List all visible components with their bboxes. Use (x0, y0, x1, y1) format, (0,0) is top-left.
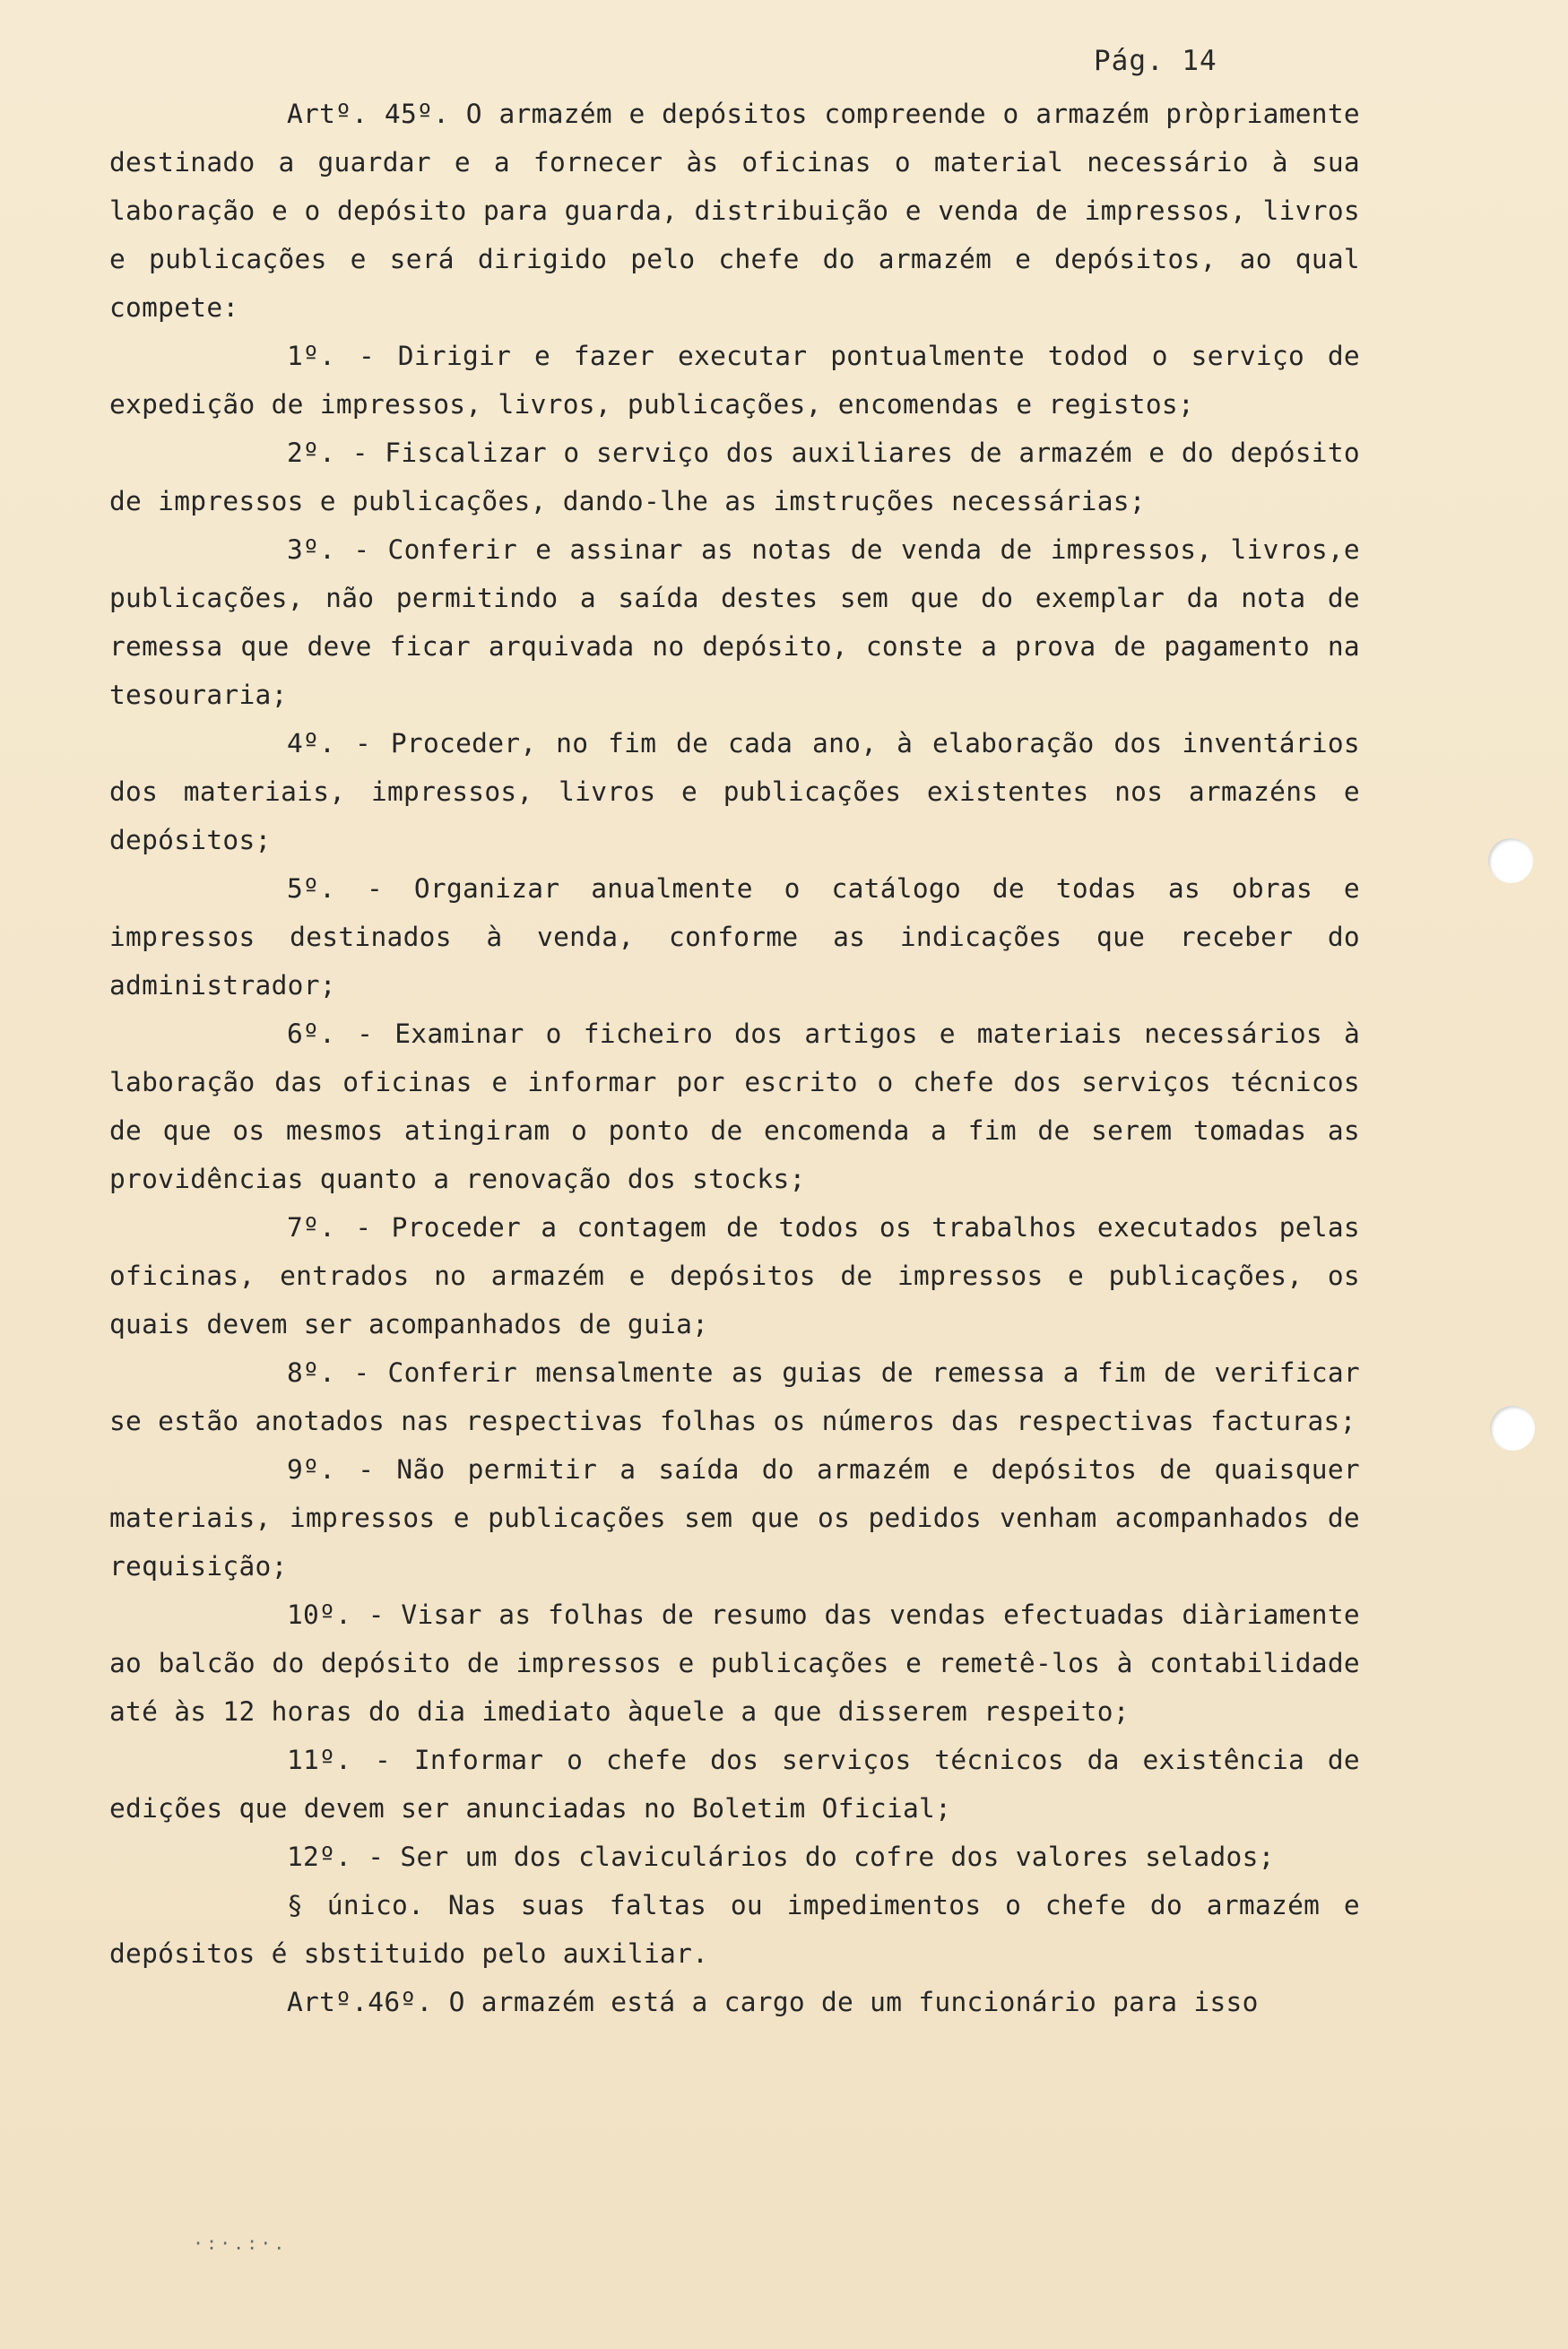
document-body (109, 90, 1360, 2026)
item-1-paragraph: 1º. - Dirigir e fazer executar pontualmente todod o serviço de expedição de impressos, livros, publicações, encomendas e registos; (109, 341, 1360, 420)
item-12-paragraph: 12º. - Ser um dos claviculários do cofre dos valores selados; (287, 1842, 1275, 1872)
item-11-paragraph: 11º. - Informar o chefe dos serviços técnicos da existência de edições que devem ser anunciadas no Boletim Oficial; (109, 1745, 1360, 1824)
item-7-paragraph: 7º. - Proceder a contagem de todos os trabalhos executados pelas oficinas, entrados no armazém e depósitos de impressos e publicações, os quais devem ser acompanhados de guia; (109, 1212, 1360, 1339)
item-10-paragraph: 10º. - Visar as folhas de resumo das vendas efectuadas diàriamente ao balcão do depósito de impressos e publicações e remetê-los à contabilidade até às 12 horas do dia imediato àquele a que disserem respeito; (109, 1599, 1360, 1727)
item-9-paragraph: 9º. - Não permitir a saída do armazém e depósitos de quaisquer materiais, impressos e publicações sem que os pedidos venham acompanhados de requisição; (109, 1454, 1360, 1582)
item-3-paragraph: 3º. - Conferir e assinar as notas de venda de impressos, livros,e publicações, não permitindo a saída destes sem que do exemplar da nota de remessa que deve ficar arquivada no depósito, conste a prova de pagamento na tesouraria; (109, 534, 1360, 710)
punch-hole (1488, 838, 1533, 883)
page-number: Pág. 14 (1094, 45, 1217, 77)
article-45-paragraph: Artº. 45º. O armazém e depósitos compreende o armazém pròpriamente destinado a guardar e a fornecer às oficinas o material necessário à sua laboração e o depósito para guarda, distribuição e venda de impressos, livros e publicações e será dirigido pelo chefe do armazém e depósitos, ao qual compete: (109, 99, 1360, 323)
punch-hole (1490, 1406, 1535, 1451)
article-46-paragraph: Artº.46º. O armazém está a cargo de um funcionário para isso (287, 1987, 1259, 2017)
item-4-paragraph: 4º. - Proceder, no fim de cada ano, à elaboração dos inventários dos materiais, impressos, livros e publicações existentes nos armazéns e depósitos; (109, 728, 1360, 855)
item-2-paragraph: 2º. - Fiscalizar o serviço dos auxiliares de armazém e do depósito de impressos e publicações, dando-lhe as imstruções necessárias; (109, 438, 1360, 516)
item-8-paragraph: 8º. - Conferir mensalmente as guias de remessa a fim de verificar se estão anotados nas respectivas folhas os números das respectivas facturas; (109, 1357, 1360, 1436)
paragraph-unico: § único. Nas suas faltas ou impedimentos o chefe do armazém e depósitos é sbstituido pelo auxiliar. (109, 1890, 1360, 1969)
item-5-paragraph: 5º. - Organizar anualmente o catálogo de todas as obras e impressos destinados à venda, conforme as indicações que receber do administrador; (109, 873, 1360, 1001)
item-6-paragraph: 6º. - Examinar o ficheiro dos artigos e materiais necessários à laboração das oficinas e informar por escrito o chefe dos serviços técnicos de que os mesmos atingiram o ponto de encomenda a fim de serem tomadas as providências quanto a renovação dos stocks; (109, 1018, 1360, 1194)
ink-speckles: ·:·.:·. (193, 2232, 288, 2254)
